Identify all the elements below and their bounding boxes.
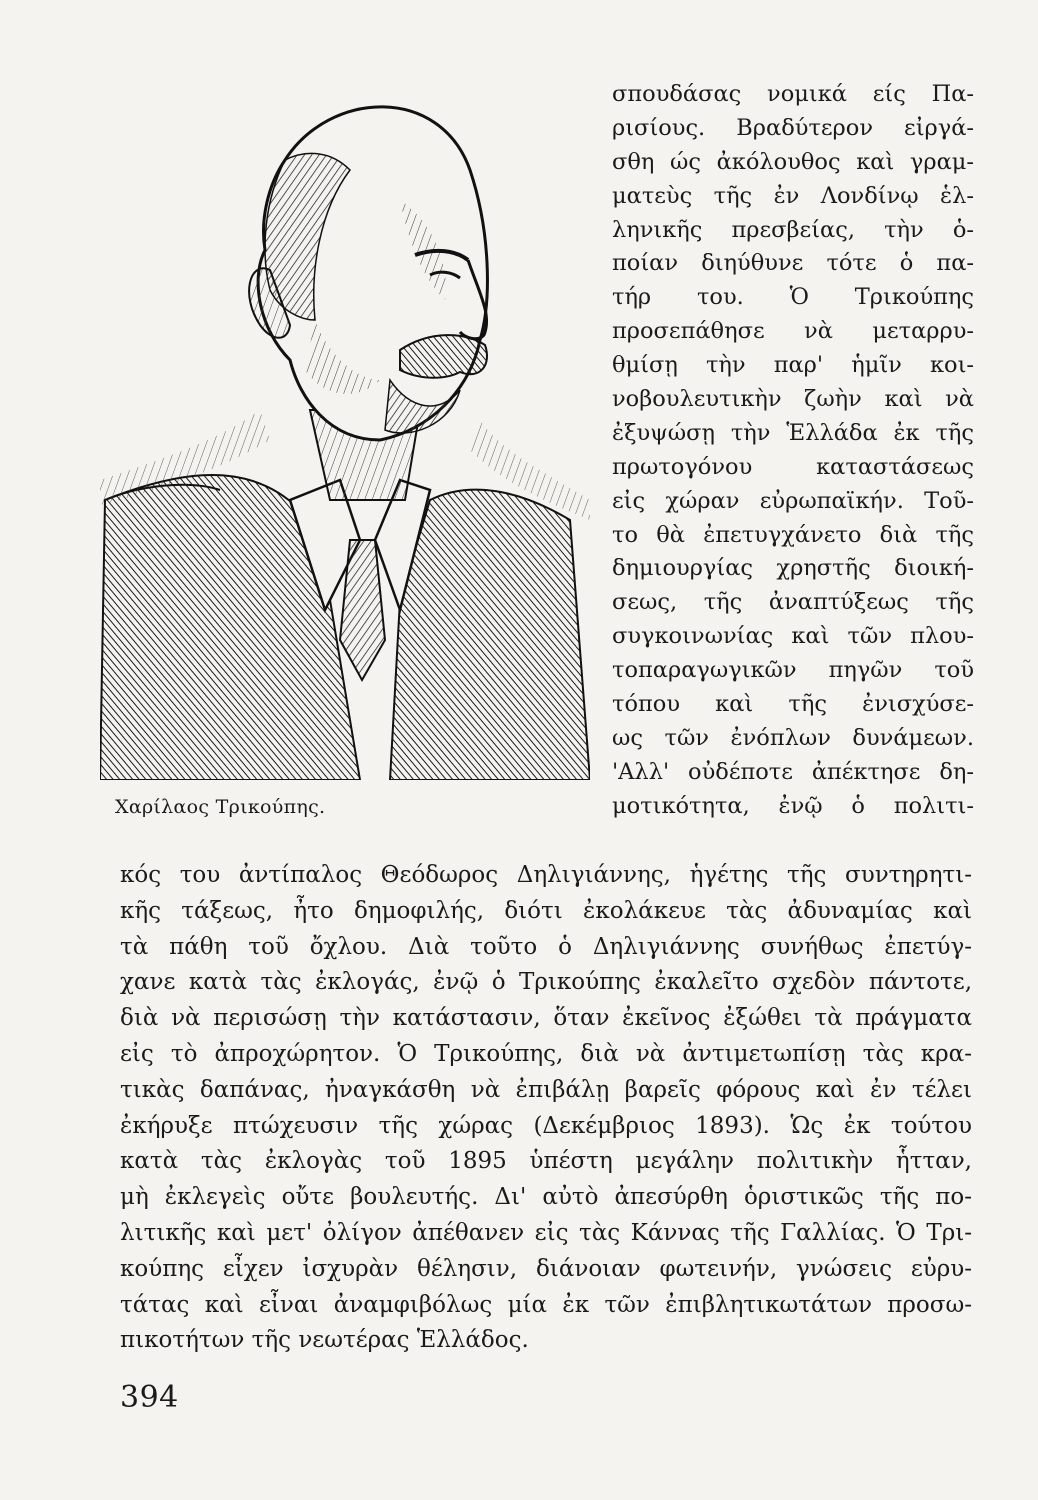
text-line: δημιουργίας χρηστῆς διοική- — [612, 555, 974, 582]
text-line: θμίσῃ τὴν παρ' ἡμῖν κοι- — [612, 352, 974, 379]
text-line: ως τῶν ἐνόπλων δυνάμεων. — [612, 724, 974, 751]
text-line: τοπαραγωγικῶν πηγῶν τοῦ — [612, 657, 974, 684]
text-line: σπουδάσας νομικά είς Πα- — [612, 81, 974, 107]
text-line: το θὰ ἐπετυγχάνετο διὰ τῆς — [612, 521, 974, 548]
text-line: εἰς χώραν εὐρωπαϊκήν. Τοῦ- — [612, 487, 974, 514]
text-line: τικὰς δαπάνας, ἠναγκάσθη νὰ ἐπιβάλῃ βαρεῖς φόρους καὶ ἐν τέλει — [120, 1076, 972, 1103]
text-line: 'Αλλ' οὐδέποτε ἀπέκτησε δη- — [612, 758, 974, 785]
portrait-caption: Χαρίλαος Τρικούπης. — [115, 796, 326, 818]
text-line: τόπου καὶ τῆς ἐνισχύσε- — [612, 691, 974, 718]
portrait-engraving — [100, 80, 590, 780]
text-line: μὴ ἐκλεγεὶς οὔτε βουλευτής. Δι' αὐτὸ ἀπεσύρθη ὁριστικῶς τῆς πο- — [120, 1184, 972, 1211]
text-line: συγκοινωνίας καὶ τῶν πλου- — [612, 623, 974, 650]
text-line: λιτικῆς καὶ μετ' ὀλίγον ἀπέθανεν εἰς τὰς Κάννας τῆς Γαλλίας. Ὁ Τρι- — [120, 1219, 972, 1246]
text-line: τὰ πάθη τοῦ ὄχλου. Διὰ τοῦτο ὁ Δηλιγιάννης συνήθως ἐπετύγ- — [120, 933, 972, 960]
text-line: ἐκήρυξε πτώχευσιν τῆς χώρας (Δεκέμβριος 1893). Ὡς ἐκ τούτου — [120, 1112, 972, 1139]
right-column-text — [612, 78, 974, 824]
text-line: κούπης εἶχεν ἰσχυρὰν θέλησιν, διάνοιαν φωτεινήν, γνώσεις εὐρυ- — [120, 1255, 972, 1282]
text-line: νοβουλευτικὴν ζωὴν καὶ νὰ — [612, 386, 974, 413]
text-line: μοτικότητα, ἐνῷ ὁ πολιτι- — [612, 792, 974, 819]
page-number: 394 — [120, 1380, 179, 1415]
text-line: κῆς τάξεως, ἦτο δημοφιλής, διότι ἐκολάκευε τὰς ἀδυναμίας καὶ — [120, 897, 972, 924]
text-line: σθη ώς ἀκόλουθος καὶ γραμ- — [612, 148, 974, 175]
text-line: ἐξυψώσῃ τὴν Ἑλλάδα ἐκ τῆς — [612, 419, 974, 446]
text-line: τάτας καὶ εἶναι ἀναμφιβόλως μία ἐκ τῶν ἐπιβλητικωτάτων προσω- — [120, 1291, 972, 1318]
text-line: ληνικῆς πρεσβείας, τὴν ὁ- — [612, 216, 974, 243]
text-line: κατὰ τὰς ἐκλογὰς τοῦ 1895 ὑπέστη μεγάλην πολιτικὴν ἧτταν, — [120, 1148, 972, 1175]
text-line: προσεπάθησε νὰ μεταρρυ- — [612, 318, 974, 345]
text-line: ματεὺς τῆς ἐν Λονδίνῳ ἑλ- — [612, 182, 974, 209]
text-line: ρισίους. Βραδύτερον εἰργά- — [612, 114, 974, 141]
text-line: χανε κατὰ τὰς ἐκλογάς, ἐνῷ ὁ Τρικούπης ἐκαλεῖτο σχεδὸν πάντοτε, — [120, 969, 972, 996]
text-line: πικοτήτων τῆς νεωτέρας Ἑλλάδος. — [120, 1327, 529, 1354]
text-line: σεως, τῆς ἀναπτύξεως τῆς — [612, 589, 974, 616]
full-width-text — [120, 858, 972, 1359]
text-line: πρωτογόνου καταστάσεως — [612, 453, 974, 480]
text-line: εἰς τὸ ἀπροχώρητον. Ὁ Τρικούπης, διὰ νὰ ἀντιμετωπίσῃ τὰς κρα- — [120, 1040, 972, 1067]
text-line: ποίαν διηύθυνε τότε ὁ πα- — [612, 250, 974, 277]
text-line: διὰ νὰ περισώσῃ τὴν κατάστασιν, ὅταν ἐκεῖνος ἐξώθει τὰ πράγματα — [120, 1005, 972, 1032]
text-line: τήρ του. Ὁ Τρικούπης — [612, 284, 974, 311]
text-line: κός του ἀντίπαλος Θεόδωρος Δηλιγιάννης, ἡγέτης τῆς συντηρητι- — [120, 862, 972, 888]
